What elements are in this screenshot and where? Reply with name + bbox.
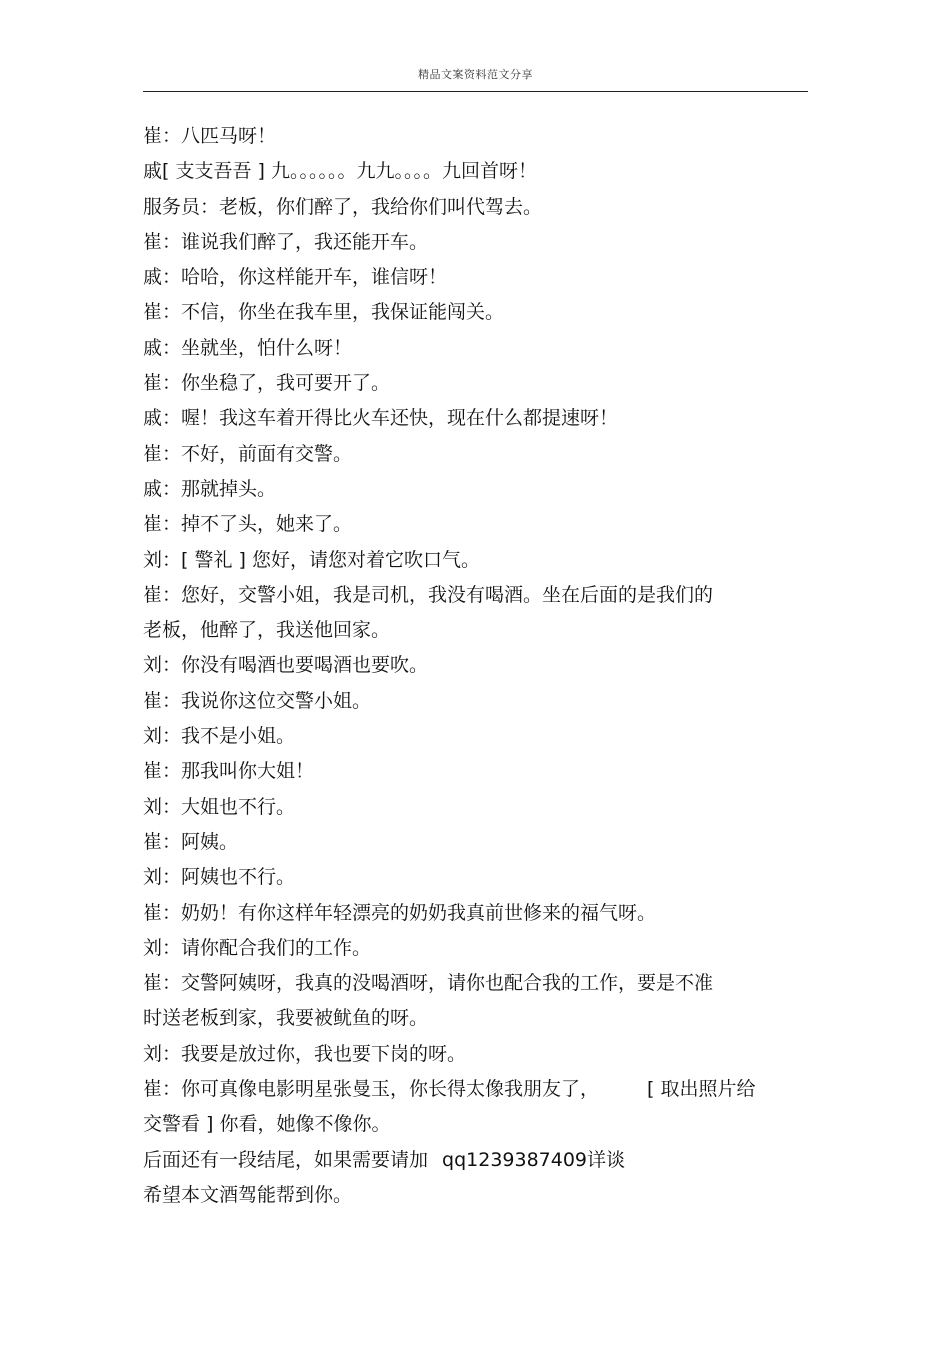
dialogue-line-continued: 时送老板到家，我要被鱿鱼的呀。 [143, 1007, 429, 1030]
dialogue-line: 刘：阿姨也不行。 [143, 866, 296, 889]
dialogue-line: 崔：不信，你坐在我车里，我保证能闯关。 [143, 301, 505, 324]
dialogue-line: 刘：请你配合我们的工作。 [143, 936, 372, 959]
dialogue-line: 崔：交警阿姨呀，我真的没喝酒呀，请你也配合我的工作，要是不准 [143, 972, 714, 995]
dialogue-line: 崔：奶奶！有你这样年轻漂亮的奶奶我真前世修来的福气呀。 [143, 901, 657, 924]
page-header [143, 62, 808, 92]
closing-line: 希望本文酒驾能帮到你。 [143, 1183, 353, 1206]
stage-direction: [ 取出照片给 [647, 1078, 756, 1101]
dialogue-text: 崔：你可真像电影明星张曼玉，你长得太像我朋友了， [143, 1078, 600, 1101]
dialogue-line: 崔：八匹马呀！ [143, 125, 277, 147]
document-body [143, 119, 808, 1213]
dialogue-line-continued: 交警看 ] 你看，她像不像你。 [143, 1113, 391, 1136]
dialogue-line: 刘：[ 警礼 ] 您好，请您对着它吹口气。 [143, 548, 480, 571]
dialogue-line: 崔：谁说我们醉了，我还能开车。 [143, 230, 429, 253]
dialogue-line: 刘：我不是小姐。 [143, 725, 296, 748]
header-title: 精品文案资料范文分享 [418, 68, 533, 81]
dialogue-line: 崔：你坐稳了，我可要开了。 [143, 372, 391, 395]
dialogue-line: 刘：你没有喝酒也要喝酒也要吹。 [143, 654, 429, 677]
dialogue-line: 戚：喔！我这车着开得比火车还快，现在什么都提速呀！ [143, 407, 619, 430]
contact-line [143, 1143, 808, 1178]
dialogue-line: 崔：我说你这位交警小姐。 [143, 689, 372, 712]
contact-qq: qq1239387409详谈 [442, 1148, 626, 1171]
dialogue-line: 崔：那我叫你大姐！ [143, 760, 315, 783]
dialogue-line: 戚：坐就坐，怕什么呀！ [143, 336, 353, 359]
dialogue-line: 崔：您好，交警小姐，我是司机，我没有喝酒。坐在后面的是我们的 [143, 583, 714, 606]
dialogue-line: 戚：那就掉头。 [143, 477, 277, 500]
dialogue-line: 戚：哈哈，你这样能开车，谁信呀！ [143, 266, 448, 289]
contact-text: 后面还有一段结尾，如果需要请加 [143, 1148, 429, 1171]
dialogue-line: 戚[ 支支吾吾 ] 九。。。。。。九九。。。。九回首呀！ [143, 160, 537, 183]
dialogue-line: 刘：大姐也不行。 [143, 795, 296, 818]
dialogue-line-with-note [143, 1072, 808, 1107]
dialogue-line: 服务员：老板，你们醉了，我给你们叫代驾去。 [143, 195, 543, 218]
dialogue-line: 崔：掉不了头，她来了。 [143, 513, 353, 536]
dialogue-line: 崔：阿姨。 [143, 830, 239, 853]
dialogue-line-continued: 老板，他醉了，我送他回家。 [143, 619, 391, 642]
dialogue-line: 刘：我要是放过你，我也要下岗的呀。 [143, 1042, 467, 1065]
dialogue-line: 崔：不好，前面有交警。 [143, 442, 353, 465]
